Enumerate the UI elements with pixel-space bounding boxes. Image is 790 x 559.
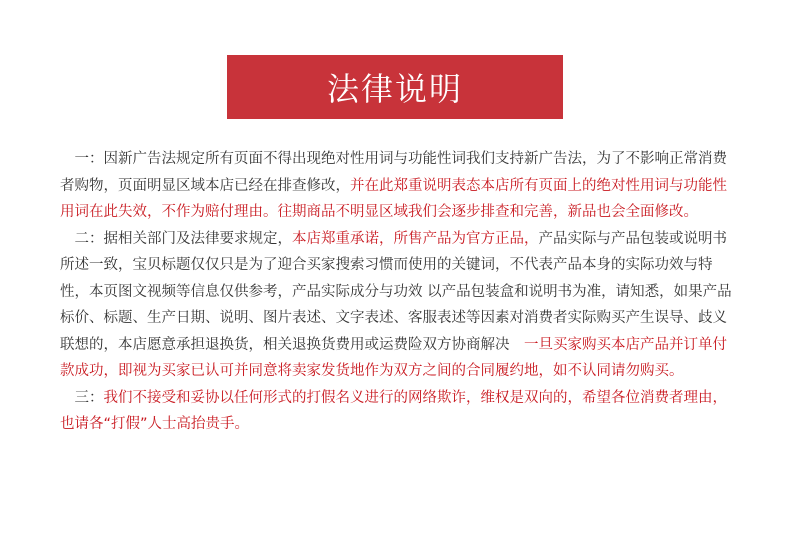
- title-banner: [227, 55, 563, 119]
- paragraph-1: [60, 146, 740, 226]
- legal-statement-body: [60, 146, 740, 438]
- paragraph-2: [60, 226, 740, 385]
- paragraph-2-text: 产品实际与产品包装或说明书所述一致，宝贝标题仅仅只是为了迎合买家搜索习惯而使用的关键词，不代表产品本身的实际功效与特性，本页图文视频等信息仅供参考，产品实际成分与功效 以产品包装盒和说明书为准，请知悉，如果产品标价、标题、生产日期、说明、图片表述、文字表述、客服表述等因素对消费者实际购买产生误导、歧义联想的，本店愿意承担退换货，相关退换货费用或运费险双方协商解决: [60, 230, 732, 353]
- page-title: 法律说明: [326, 70, 463, 108]
- paragraph-2-promise: 本店郑重承诺，所售产品为官方正品，: [292, 230, 539, 247]
- paragraph-3-highlight: 我们不接受和妥协以任何形式的打假名义进行的网络欺诈，维权是双向的，希望各位消费者理由，也请各“打假”人士高抬贵手。: [60, 389, 727, 432]
- paragraph-2-intro: 二：据相关部门及法律要求规定，: [60, 230, 292, 247]
- paragraph-3: [60, 385, 740, 438]
- paragraph-1-highlight: 并在此郑重说明表态本店所有页面上的绝对性用词与功能性用词在此失效，不作为赔付理由。往期商品不明显区域我们会逐步排查和完善，新品也会全面修改。: [60, 177, 727, 220]
- paragraph-3-label: 三：: [60, 389, 104, 406]
- paragraph-1-text: 一：因新广告法规定所有页面不得出现绝对性用词与功能性词我们支持新广告法，为了不影响正常消费者购物，页面明显区域本店已经在排查修改，: [60, 151, 727, 194]
- paragraph-2-highlight: 一旦买家购买本店产品并订单付款成功，即视为买家已认可并同意将卖家发货地作为双方之间的合同履约地，如不认同请勿购买。: [60, 336, 727, 379]
